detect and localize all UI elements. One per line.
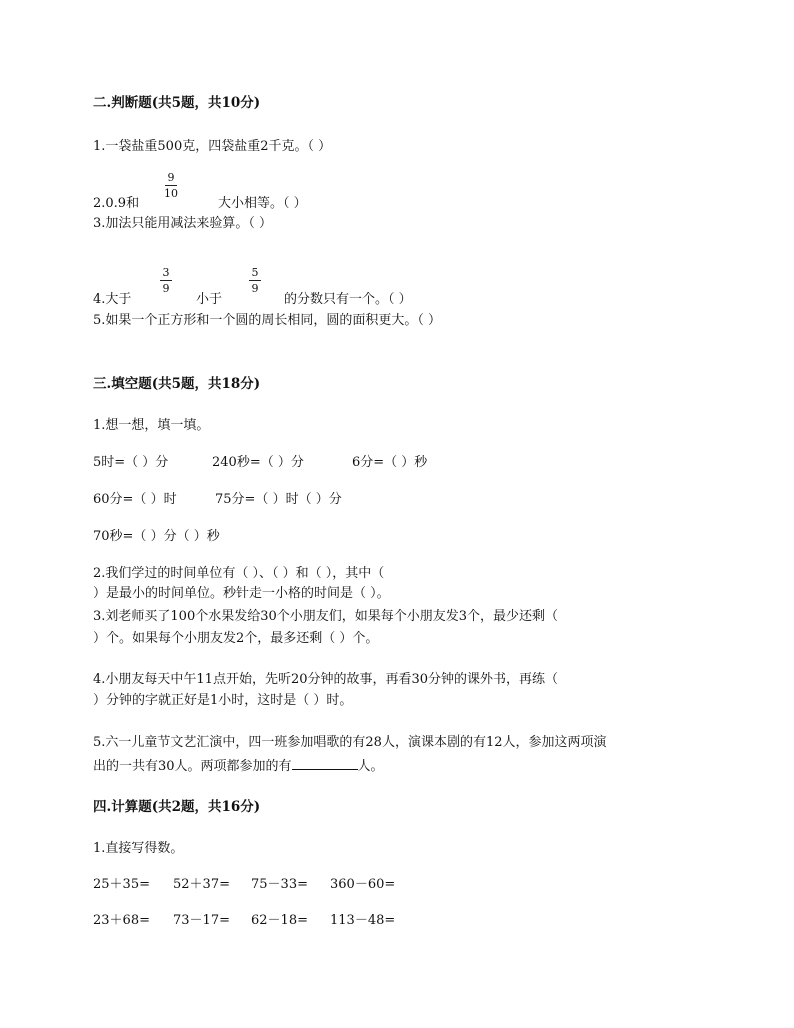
judgment-question-5: 5.如果一个正方形和一个圆的周长相同，圆的面积更大。（ ） — [93, 313, 442, 328]
fraction-9-10 — [164, 172, 178, 199]
judgment-question-4-part-b: 小于 — [196, 292, 223, 307]
fill-question-5-text-a: 出的一共有30人。两项都参加的有 — [93, 759, 292, 774]
fill-question-4-line-1: 4.小朋友每天中午11点开始，先听20分钟的故事，再看30分钟的课外书，再练（ — [93, 672, 559, 687]
section-heading-fill-in: 三.填空题(共5题，共18分) — [93, 376, 261, 392]
time-conversion-240s: 240秒=（ ）分 — [212, 455, 304, 470]
calc-item: 25＋35= — [93, 877, 150, 892]
fraction-denominator: 9 — [162, 282, 170, 295]
calc-item: 75－33= — [251, 877, 308, 892]
fraction-5-9 — [249, 267, 261, 294]
time-conversion-6min: 6分=（ ）秒 — [352, 455, 428, 470]
judgment-question-4-part-c: 的分数只有一个。（ ） — [284, 292, 412, 307]
fraction-numerator: 5 — [251, 266, 259, 279]
time-conversion-5h: 5时=（ ）分 — [93, 455, 169, 470]
fill-question-2-line-1: 2.我们学过的时间单位有（ ）、（ ）和（ ），其中（ — [93, 566, 385, 581]
judgment-question-3: 3.加法只能用减法来验算。（ ） — [93, 216, 273, 231]
calc-item: 73－17= — [173, 913, 230, 928]
fill-question-3-line-1: 3.刘老师买了100个水果发给30个小朋友们，如果每个小朋友发3个，最少还剩（ — [93, 609, 559, 624]
fill-question-5-line-2 — [93, 757, 384, 775]
fraction-numerator: 3 — [162, 266, 170, 279]
section-heading-calculation: 四.计算题(共2题，共16分) — [93, 799, 261, 815]
judgment-question-1: 1.一袋盐重500克，四袋盐重2千克。（ ） — [93, 139, 332, 154]
fraction-3-9 — [160, 267, 172, 294]
calc-item: 62－18= — [251, 913, 308, 928]
answer-blank — [292, 757, 358, 770]
calc-question-1: 1.直接写得数。 — [93, 841, 184, 856]
fill-question-1: 1.想一想，填一填。 — [93, 418, 210, 433]
calc-item: 360－60= — [330, 877, 396, 892]
time-conversion-75min: 75分=（ ）时（ ）分 — [215, 492, 342, 507]
time-conversion-70s: 70秒=（ ）分（ ）秒 — [93, 529, 220, 544]
judgment-question-4-part-a: 4.大于 — [93, 292, 132, 307]
fraction-numerator: 9 — [167, 171, 175, 184]
calc-item: 23＋68= — [93, 913, 150, 928]
fraction-denominator: 9 — [251, 282, 259, 295]
fraction-bar — [165, 185, 177, 186]
section-heading-judgment: 二.判断题(共5题，共10分) — [93, 95, 261, 111]
fill-question-5-line-1: 5.六一儿童节文艺汇演中，四一班参加唱歌的有28人，演课本剧的有12人，参加这两项演 — [93, 735, 607, 750]
judgment-question-2-part-b: 大小相等。（ ） — [218, 196, 307, 211]
fraction-bar — [249, 280, 261, 281]
time-conversion-60min: 60分=（ ）时 — [93, 492, 177, 507]
fill-question-3-line-2: ）个。如果每个小朋友发2个，最多还剩（ ）个。 — [93, 631, 379, 646]
fill-question-2-line-2: ）是最小的时间单位。秒针走一小格的时间是（ ）。 — [93, 586, 390, 601]
calc-item: 113－48= — [330, 913, 396, 928]
judgment-question-2-part-a: 2.0.9和 — [93, 196, 140, 211]
fraction-bar — [160, 280, 172, 281]
fill-question-4-line-2: ）分钟的字就正好是1小时，这时是（ ）时。 — [93, 693, 353, 708]
fill-question-5-text-b: 人。 — [357, 759, 384, 774]
calc-item: 52＋37= — [173, 877, 230, 892]
fraction-denominator: 10 — [164, 187, 178, 200]
